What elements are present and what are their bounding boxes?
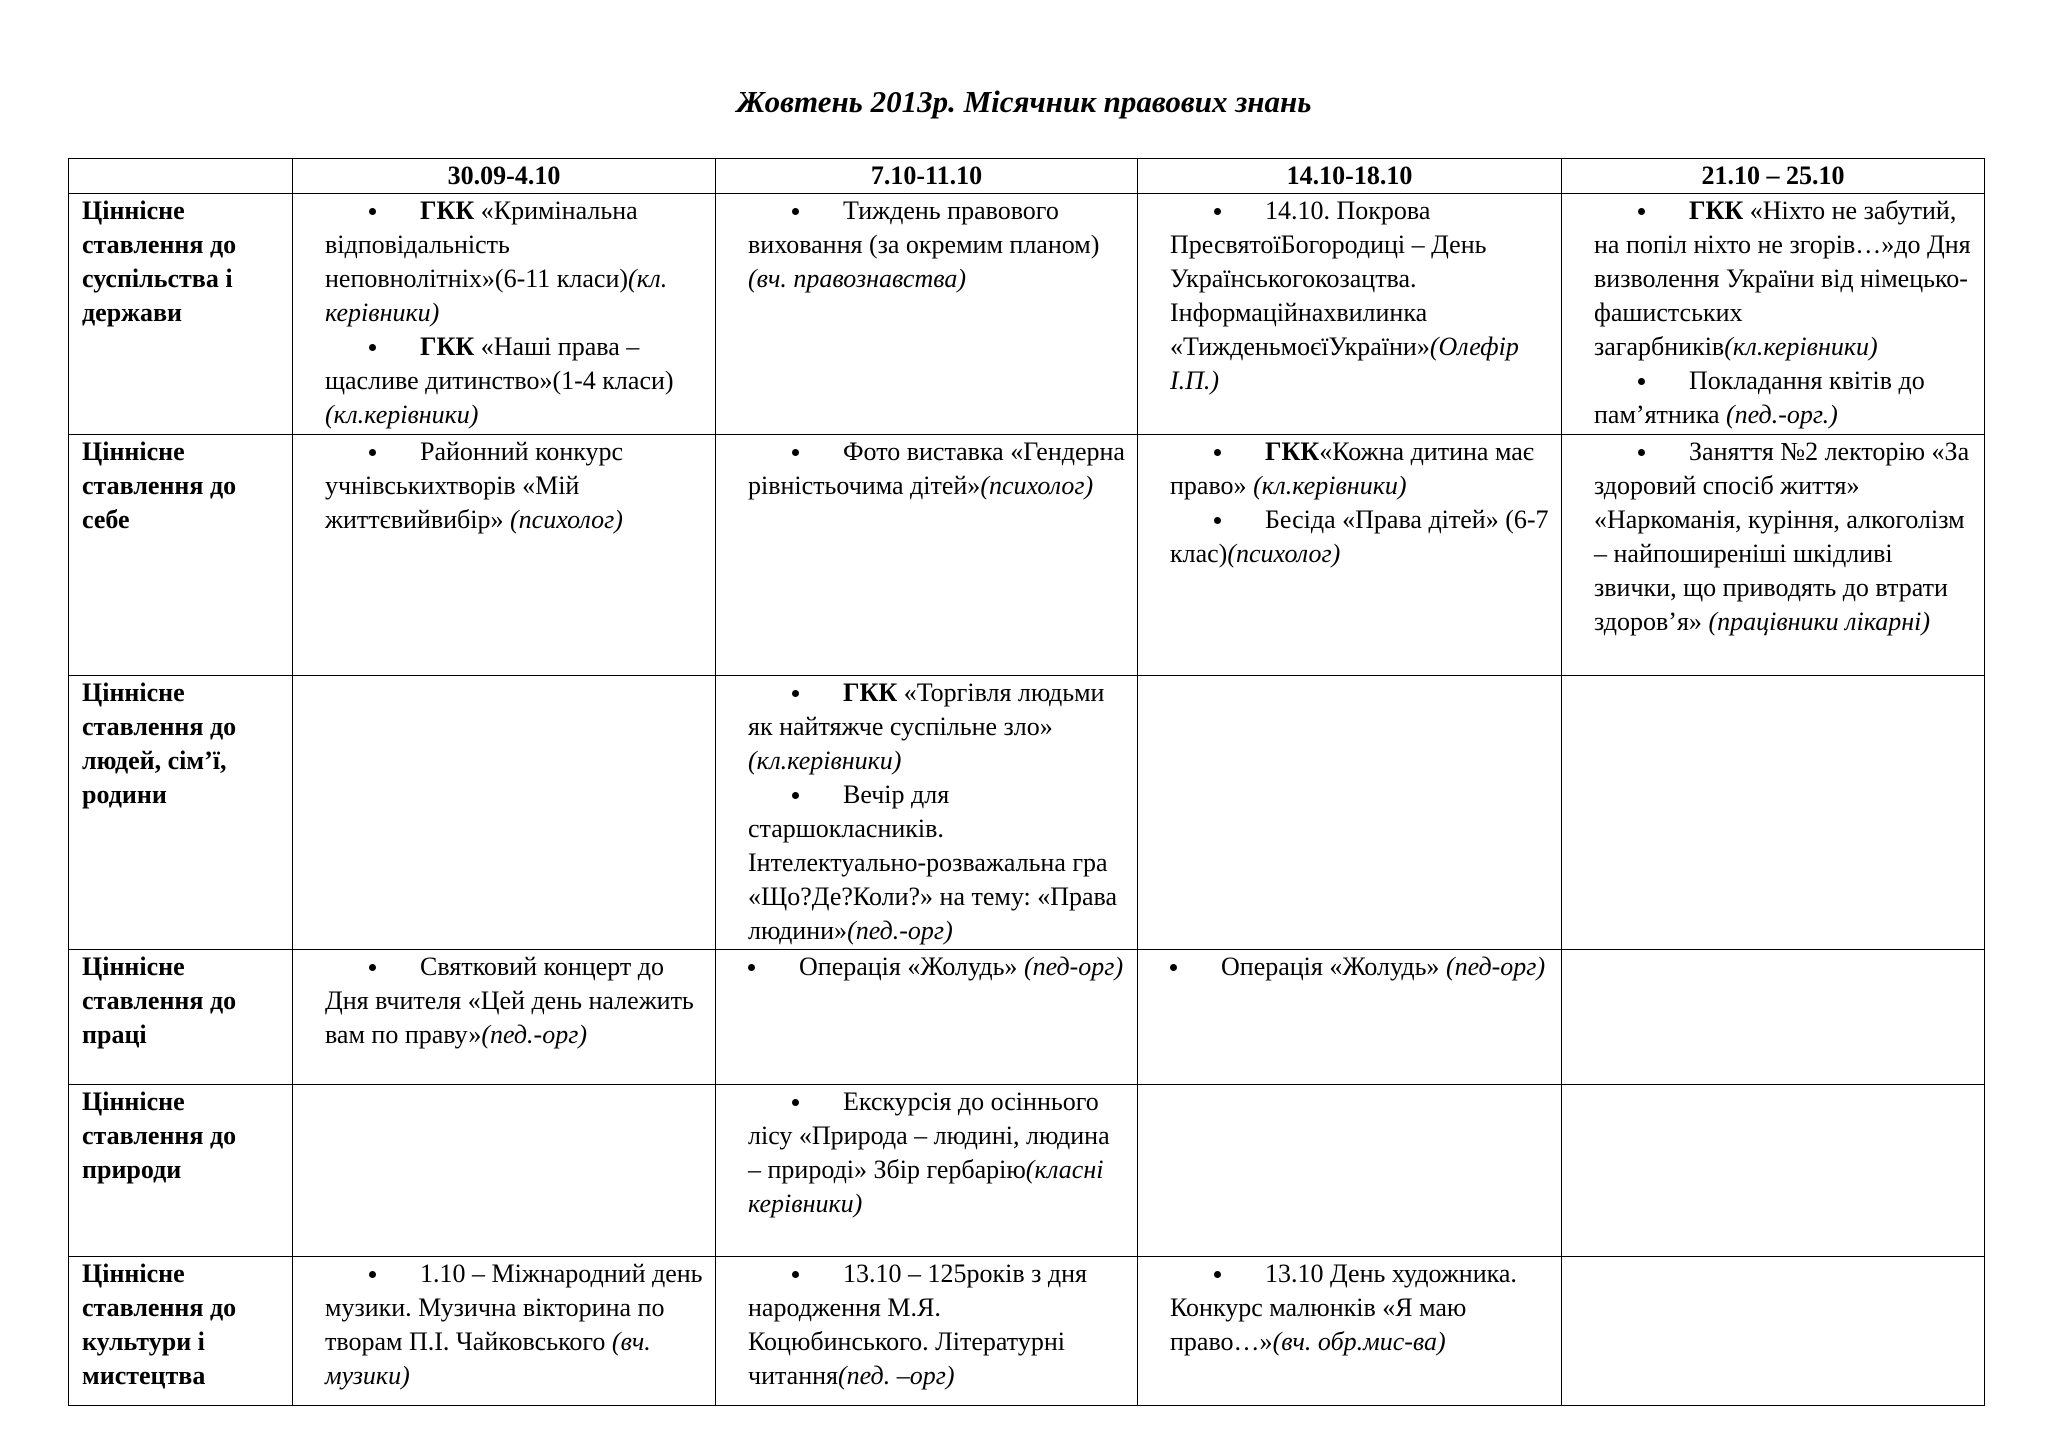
table-cell (293, 435, 716, 676)
table-cell (716, 194, 1138, 435)
bullet-icon (1170, 964, 1177, 971)
list-item (726, 1085, 1127, 1221)
header-week-2: 7.10-11.10 (716, 159, 1138, 194)
list-item (303, 194, 705, 330)
event-text: 1.10 – Міжнародний день музики. Музична вікторина по творам П.І. Чайковського (325, 1259, 703, 1356)
table-row (69, 1257, 1985, 1406)
event-text: Вечір для старшокласників. Інтелектуально-розважальна гра «Що?Де?Коли?» на тему: «Права людини» (748, 780, 1118, 945)
event-text: Заняття №2 лекторію «За здоровий спосіб життя» «Наркоманія, куріння, алкоголізм – найпоширеніші шкідливі звички, що приводять до втрати здоров’я» (1594, 437, 1970, 636)
event-text: Екскурсія до осіннього лісу «Природа – людині, людина – природі» Збір гербарію (748, 1087, 1110, 1184)
header-week-3: 14.10-18.10 (1138, 159, 1562, 194)
event-text: Покладання квітів до пам’ятника (1594, 366, 1925, 429)
bullet-icon (1214, 449, 1221, 456)
list-item (726, 676, 1127, 778)
header-week-4: 21.10 – 25.10 (1562, 159, 1985, 194)
event-responsible: (психолог) (980, 471, 1094, 500)
bullet-icon (1638, 449, 1645, 456)
bullet-icon (1214, 1271, 1221, 1278)
table-cell (293, 950, 716, 1085)
plan-body (69, 194, 1985, 1406)
event-responsible: (вч. музики) (325, 1327, 651, 1390)
row-category: Ціннісне ставлення до праці (69, 950, 293, 1085)
table-row (69, 1085, 1985, 1257)
table-row (69, 676, 1985, 950)
table-cell (1138, 950, 1562, 1085)
event-responsible: (кл.керівники) (748, 746, 902, 775)
list-item (303, 950, 705, 1052)
event-responsible: (кл.керівники) (1724, 332, 1878, 361)
list-item (303, 330, 705, 432)
list-item (1572, 194, 1974, 364)
bullet-icon (369, 344, 376, 351)
row-category: Ціннісне ставлення до культури і мистецтва (69, 1257, 293, 1406)
bullet-icon (369, 964, 376, 971)
event-text: 14.10. Покрова ПресвятоїБогородиці – День Українськогокозацтва. Інформаційнахвилинка «ТижденьмоєїУкраїни» (1170, 196, 1487, 361)
table-cell (1562, 435, 1985, 676)
table-cell (293, 676, 716, 950)
event-code: ГКК (420, 196, 475, 225)
bullet-icon (792, 1099, 799, 1106)
table-row (69, 950, 1985, 1085)
event-responsible: (працівники лікарні) (1708, 607, 1931, 636)
row-category: Ціннісне ставлення до природи (69, 1085, 293, 1257)
event-code: ГКК (843, 678, 898, 707)
table-cell (1562, 676, 1985, 950)
table-cell (716, 435, 1138, 676)
list-item (1148, 194, 1551, 398)
event-code: ГКК (420, 332, 475, 361)
table-cell (1562, 1257, 1985, 1406)
event-responsible: (психолог) (1227, 539, 1341, 568)
bullet-icon (792, 449, 799, 456)
header-week-1: 30.09-4.10 (293, 159, 716, 194)
event-text: «Наші права – щасливе дитинство»(1-4 класи) (325, 332, 674, 395)
event-text: «Торгівля людьми як найтяжче суспільне зло» (748, 678, 1105, 741)
event-text: Операція «Жолудь» (1221, 952, 1446, 981)
event-responsible: (вч. правознавства) (748, 264, 967, 293)
monthly-plan-table (68, 158, 1985, 1406)
event-responsible: (психолог) (510, 505, 623, 534)
table-cell (1562, 950, 1985, 1085)
table-cell (293, 1085, 716, 1257)
event-responsible: (кл.керівники) (325, 400, 479, 429)
event-text: Операція «Жолудь» (799, 952, 1024, 981)
bullet-icon (369, 208, 376, 215)
event-responsible: (пед-орг) (1023, 952, 1124, 981)
bullet-icon (792, 690, 799, 697)
table-cell (716, 950, 1138, 1085)
bullet-icon (792, 208, 799, 215)
bullet-icon (1214, 517, 1221, 524)
event-code: ГКК (1265, 437, 1320, 466)
table-cell (716, 1085, 1138, 1257)
list-item (1148, 950, 1551, 984)
event-text: «Ніхто не забутий, на попіл ніхто не згорів…»до Дня визволення України від німецько-фашистських загарбників (1594, 196, 1971, 361)
event-text: Районний конкурс учнівськихтворів «Мій життєвийвибір» (325, 437, 624, 534)
table-cell (1138, 435, 1562, 676)
event-responsible: (пед. –орг) (838, 1361, 955, 1390)
bullet-icon (1638, 208, 1645, 215)
list-item (303, 1257, 705, 1393)
row-category: Ціннісне ставлення до людей, сім’ї, родини (69, 676, 293, 950)
event-responsible: (пед.-орг) (847, 916, 953, 945)
event-responsible: (вч. обр.мис-ва) (1272, 1327, 1446, 1356)
header-blank-cell (69, 159, 293, 194)
table-cell (716, 676, 1138, 950)
table-cell (1562, 1085, 1985, 1257)
table-cell (716, 1257, 1138, 1406)
list-item (726, 778, 1127, 948)
table-cell (293, 194, 716, 435)
table-cell (1138, 194, 1562, 435)
table-row (69, 435, 1985, 676)
event-responsible: (кл. керівники) (325, 264, 668, 327)
list-item (303, 435, 705, 537)
row-category: Ціннісне ставлення до суспільства і держави (69, 194, 293, 435)
list-item (726, 1257, 1127, 1393)
list-item (1572, 435, 1974, 639)
bullet-icon (792, 792, 799, 799)
list-item (1148, 1257, 1551, 1359)
bullet-icon (369, 1271, 376, 1278)
event-text: Тиждень правового виховання (за окремим планом) (748, 196, 1100, 259)
bullet-icon (369, 449, 376, 456)
list-item (1148, 503, 1551, 571)
table-cell (293, 1257, 716, 1406)
list-item (726, 435, 1127, 503)
bullet-icon (748, 964, 755, 971)
list-item (1572, 364, 1974, 432)
event-text: 13.10 – 125років з дня народження М.Я. Коцюбинського. Літературні читання (748, 1259, 1088, 1390)
event-responsible: (кл.керівники) (1253, 471, 1407, 500)
table-cell (1138, 1085, 1562, 1257)
event-code: ГКК (1689, 196, 1744, 225)
event-responsible: (пед-орг) (1445, 952, 1546, 981)
event-text: «Кримінальна відповідальність неповнолітніх»(6-11 класи) (325, 196, 638, 293)
table-cell (1562, 194, 1985, 435)
event-text: Фото виставка «Гендерна рівністьочима дітей» (748, 437, 1125, 500)
list-item (1148, 435, 1551, 503)
table-cell (1138, 676, 1562, 950)
bullet-icon (1214, 208, 1221, 215)
event-text: 13.10 День художника. Конкурс малюнків «Я маю право…» (1170, 1259, 1517, 1356)
event-responsible: (Олефір І.П.) (1170, 332, 1519, 395)
page-title: Жовтень 2013р. Місячник правових знань (736, 84, 1312, 119)
header-row (69, 159, 1985, 194)
event-text: Бесіда «Права дітей» (6-7 клас) (1170, 505, 1549, 568)
row-category: Ціннісне ставлення до себе (69, 435, 293, 676)
table-row (69, 194, 1985, 435)
event-responsible: (пед.-орг) (481, 1020, 588, 1049)
event-responsible: (пед.-орг.) (1726, 400, 1838, 429)
table-cell (1138, 1257, 1562, 1406)
list-item (726, 194, 1127, 296)
bullet-icon (792, 1271, 799, 1278)
bullet-icon (1638, 378, 1645, 385)
event-text: «Кожна дитина має право» (1170, 437, 1534, 500)
list-item (726, 950, 1127, 984)
event-responsible: (класні керівники) (748, 1155, 1104, 1218)
event-text: Святковий концерт до Дня вчителя «Цей день належить вам по праву» (325, 952, 694, 1049)
